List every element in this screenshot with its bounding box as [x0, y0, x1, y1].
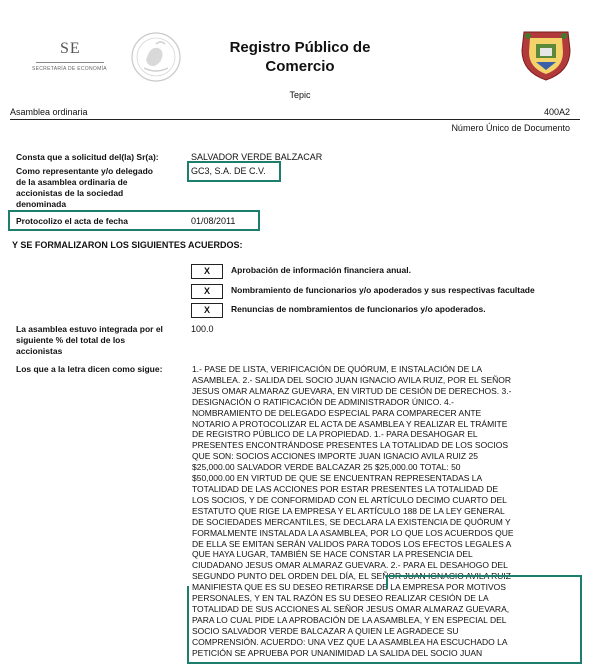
- body-line: DE REGISTRO PÚBLICO DE LA PROPIEDAD. 1.- PARA DESAHOGAR EL: [192, 429, 478, 440]
- letter-label: Los que a la letra dicen como sigue:: [16, 364, 163, 374]
- agreement-checkbox-1: X: [191, 264, 223, 279]
- highlight-representative: [187, 161, 281, 182]
- city-label: Tepic: [289, 90, 311, 100]
- body-line: PRESENTES ENCONTRÁNDOSE PRESENTES LA TOTALIDAD DE LOS SOCIOS: [192, 440, 508, 451]
- body-line: NOTARIO A PROTOCOLIZAR EL ACTA DE ASAMBLEA Y REALIZAR EL TRÁMITE: [192, 418, 508, 429]
- representative-label-2: de la asamblea ordinaria de: [16, 177, 128, 187]
- integration-label-3: accionistas: [16, 346, 63, 356]
- body-line: 1.- PASE DE LISTA, VERIFICACIÓN DE QUÓRUM, E INSTALACIÓN DE LA: [192, 364, 483, 374]
- protocol-label: Protocolizo el acta de fecha: [16, 216, 128, 226]
- representative-value: GC3, S.A. DE C.V.: [191, 166, 266, 176]
- agreement-label-2: Nombramiento de funcionarios y/o apoderados y sus respectivas facultade: [231, 285, 535, 295]
- title-line-2: Comercio: [265, 58, 335, 75]
- highlight-protocol: [8, 210, 260, 231]
- agreement-label-1: Aprobación de información financiera anual.: [231, 265, 411, 275]
- highlight-body-bottom: [187, 586, 582, 664]
- integration-label-2: siguiente % del total de los: [16, 335, 126, 345]
- body-line: $25,000.00 SALVADOR VERDE BALCAZAR 25 $25,000.00 TOTAL: 50: [192, 462, 461, 473]
- agreement-label-3: Renuncias de nombramientos de funcionarios y/o apoderados.: [231, 304, 486, 314]
- title-line-1: Registro Público de: [229, 39, 371, 56]
- agreement-checkbox-2: X: [191, 284, 223, 299]
- body-line: TOTALIDAD DE LAS ACCIONES POR ESTAR PRESENTES LA TOTALIDAD DE: [192, 483, 499, 494]
- body-line: ESTATUTO QUE RIGE LA EMPRESA Y EL ARTÍCULO 188 DE LA LEY GENERAL: [192, 505, 505, 516]
- se-logo-text: SE: [60, 40, 81, 57]
- body-line: CIUDADANO JESUS OMAR ALMARAZ GUEVARA. 2.- PARA EL DESAHOGO DEL: [192, 560, 508, 571]
- agreements-heading: Y SE FORMALIZARON LOS SIGUIENTES ACUERDOS:: [12, 240, 243, 250]
- unique-number-label: Número Único de Documento: [451, 123, 570, 133]
- requested-value: SALVADOR VERDE BALZACAR: [191, 152, 323, 162]
- body-line: TOTALIDAD DE SUS ACCIONES AL SEÑOR JESUS OMAR ALMARAZ GUEVARA,: [192, 603, 510, 614]
- state-coat-of-arms-icon: [518, 28, 574, 82]
- integration-value: 100.0: [191, 324, 214, 334]
- integration-label-1: La asamblea estuvo integrada por el: [16, 324, 163, 334]
- body-line: SEGUNDO PUNTO DEL ORDEN DEL DÍA, EL SEÑOR JUAN IGNACIO AVILA RUIZ: [192, 571, 511, 582]
- body-line: SOCIO SALVADOR VERDE BALCAZAR A QUIEN LE AGRADECE SU: [192, 625, 459, 636]
- body-line: DESIGNACIÓN O RATIFICACIÓN DE ADMINISTRADOR ÚNICO. 4.-: [192, 396, 454, 407]
- body-line: LOS SOCIOS, Y DE CONFORMIDAD CON EL ARTÍCULO DECIMO CUARTO DEL: [192, 494, 507, 505]
- requested-label: Consta que a solicitud del(la) Sr(a):: [16, 152, 159, 162]
- body-line: COMPRENSIÓN. ACUERDO: UNA VEZ QUE LA ASAMBLEA HA ESCUCHADO LA: [192, 636, 508, 647]
- document-code: 400A2: [543, 107, 570, 117]
- header-divider: [10, 119, 580, 120]
- document-type: Asamblea ordinaria: [10, 107, 88, 117]
- representative-label-4: denominada: [16, 199, 67, 209]
- body-line: PETICIÓN SE APRUEBA POR UNANIMIDAD LA SALIDA DEL SOCIO JUAN: [192, 647, 483, 658]
- body-line: JESUS OMAR ALMARAZ GUEVARA, EN VIRTUD DE CESIÓN DE DERECHOS. 3.-: [192, 385, 512, 396]
- body-line: FORMALMENTE INSTALADA LA ASAMBLEA, POR LO QUE LOS ACUERDOS QUE: [192, 527, 514, 538]
- representative-label-3: accionistas de la sociedad: [16, 188, 124, 198]
- body-line: QUE HAYA LUGAR, TAMBIÉN SE HACE CONSTAR LA PRESENCIA DEL: [192, 549, 473, 560]
- body-line: NOMBRAMIENTO DE DELEGADO ESPECIAL PARA COMPARECER ANTE: [192, 407, 482, 418]
- body-line: DE ELLA SE EMITAN SERÁN VALIDOS PARA TODOS LOS EFECTOS LEGALES A: [192, 538, 512, 549]
- se-logo-subtitle: SECRETARÍA DE ECONOMÍA: [32, 66, 107, 72]
- body-line: ASAMBLEA. 2.- SALIDA DEL SOCIO JUAN IGNACIO AVILA RUIZ, POR EL SEÑOR: [192, 374, 511, 385]
- body-line: QUE SON: SOCIOS ACCIONES IMPORTE JUAN IGNACIO AVILA RUIZ 25: [192, 451, 478, 462]
- protocol-value: 01/08/2011: [191, 216, 236, 226]
- representative-label-1: Como representante y/o delegado: [16, 166, 153, 176]
- document-title: [200, 38, 400, 76]
- body-line: $50,000.00 EN VIRTUD DE QUE SE ENCUENTRAN REPRESENTADAS LA: [192, 473, 483, 484]
- agreement-checkbox-3: X: [191, 303, 223, 318]
- se-logo-divider: [36, 62, 104, 63]
- body-line: DE SOCIEDADES MERCANTILES, SE DECLARA LA EXISTENCIA DE QUÓRUM Y: [192, 516, 511, 527]
- eagle-emblem-icon: [130, 30, 182, 84]
- body-line: PARA LO CUAL PIDE LA APROBACIÓN DE LA ASAMBLEA, Y EN ESPECIAL DEL: [192, 614, 507, 625]
- body-line: MANIFIESTA QUE ES SU DESEO RETIRARSE DE LA EMPRESA POR MOTIVOS: [192, 582, 506, 593]
- body-line: PERSONALES, Y EN TAL RAZÓN ES SU DESEO REALIZAR CESIÓN DE LA: [192, 593, 489, 604]
